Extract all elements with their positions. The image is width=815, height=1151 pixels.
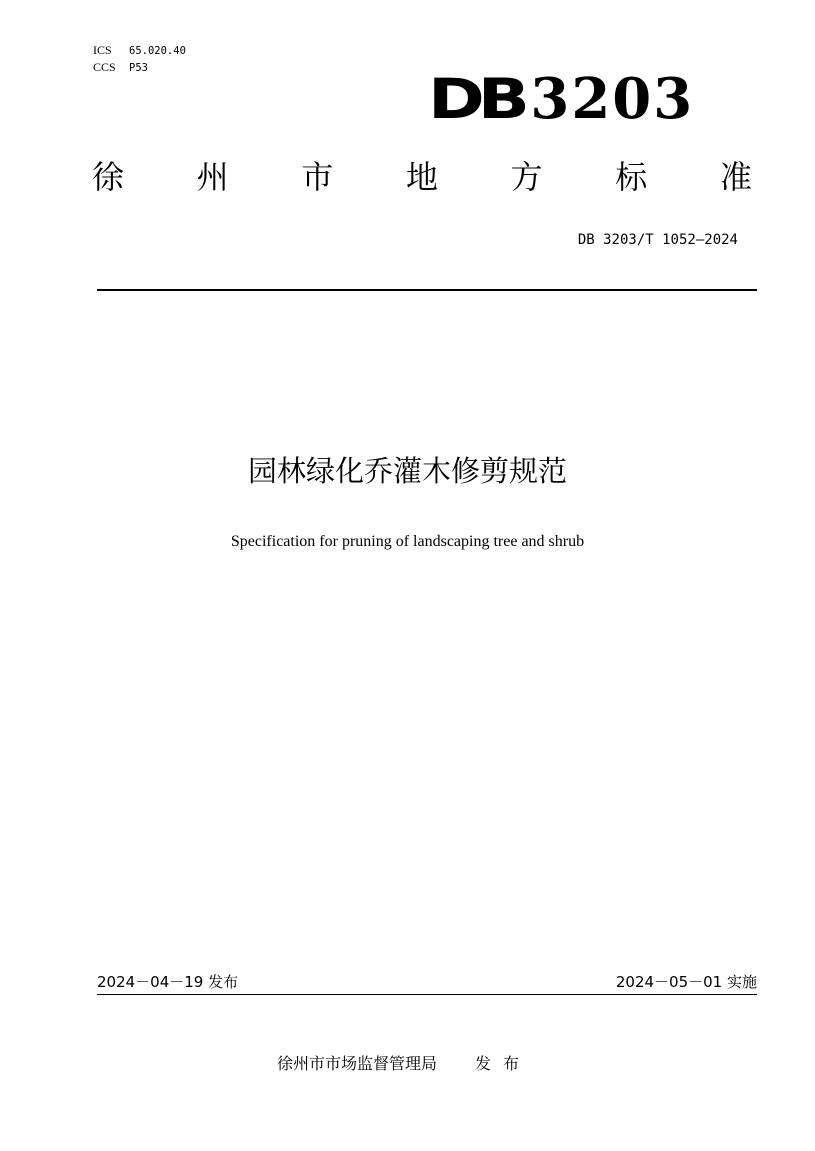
standard-number: DB 3203/T 1052—2024 xyxy=(577,232,738,248)
ics-label: ICS xyxy=(93,43,112,57)
standard-type-char: 州 xyxy=(196,158,229,196)
db-standard-logo xyxy=(428,66,694,132)
standard-type-char: 方 xyxy=(510,158,543,196)
standard-type-char: 标 xyxy=(615,158,648,196)
standard-type-char: 市 xyxy=(301,158,334,196)
issuer-action: 发布 xyxy=(475,1054,532,1073)
implementation-date: 2024－05－01 实施 xyxy=(615,973,757,991)
ccs-value: P53 xyxy=(129,62,148,74)
standard-type-char: 准 xyxy=(719,158,752,196)
document-title-english: Specification for pruning of landscaping tree and shrub xyxy=(230,533,585,550)
classification-block xyxy=(93,39,186,79)
issue-date: 2024－04－19 发布 xyxy=(97,973,239,991)
document-title-chinese: 园林绿化乔灌木修剪规范 xyxy=(247,454,567,488)
footer-divider xyxy=(97,994,757,995)
db-region-code: 3203 xyxy=(530,66,695,132)
db-mark: DB xyxy=(428,66,523,132)
date-row xyxy=(97,970,757,994)
header-divider xyxy=(97,289,757,291)
ics-value: 65.020.40 xyxy=(129,45,186,57)
standard-type-char: 徐 xyxy=(92,158,125,196)
issuing-authority xyxy=(277,1051,531,1077)
ccs-label: CCS xyxy=(93,60,116,74)
issuer-name: 徐州市市场监督管理局 xyxy=(277,1054,438,1073)
standard-type-char: 地 xyxy=(405,158,438,196)
standard-type-heading xyxy=(92,153,752,201)
